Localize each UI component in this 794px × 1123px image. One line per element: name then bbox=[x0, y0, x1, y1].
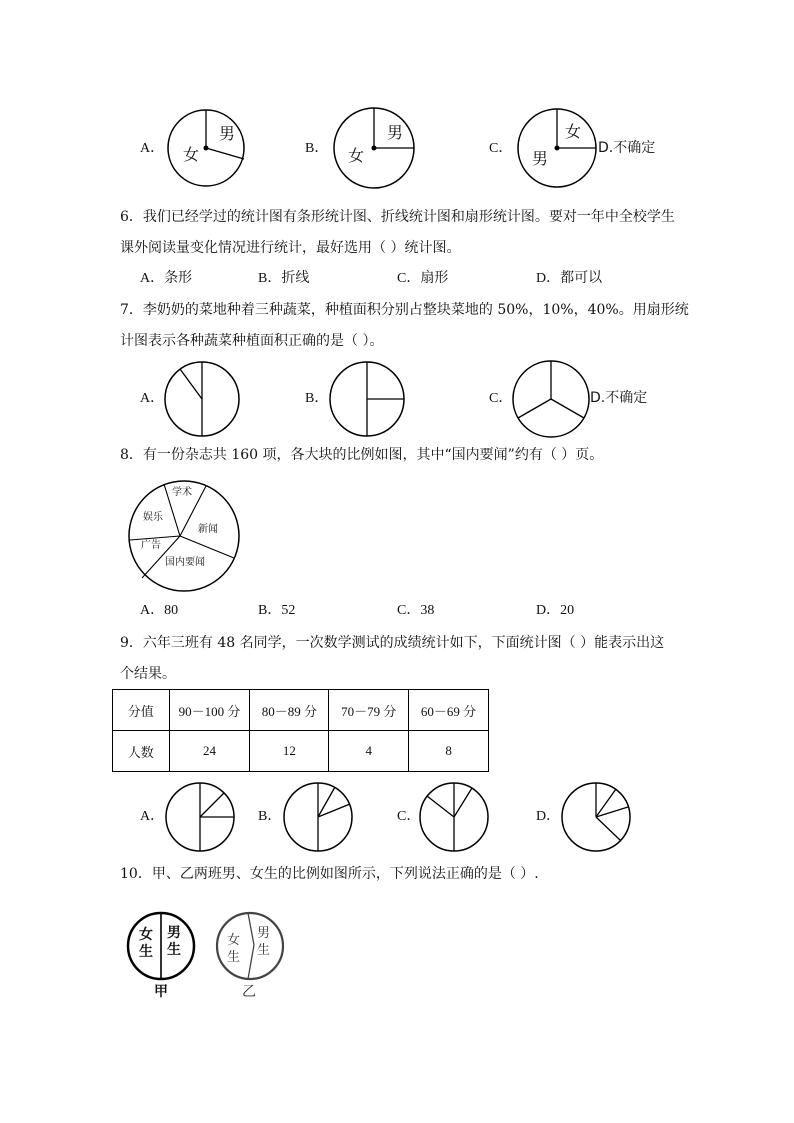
q9-option-d-letter[interactable]: D． bbox=[536, 809, 561, 824]
q5-option-c-letter[interactable]: C． bbox=[489, 141, 513, 156]
q5-c-female-label: 女 bbox=[565, 122, 582, 141]
q10-yi-caption: 乙 bbox=[242, 984, 256, 1000]
q5-option-d-label[interactable]: D.不确定 bbox=[598, 140, 656, 156]
q10-jia-pie bbox=[125, 911, 197, 981]
q5-option-b-letter[interactable]: B． bbox=[305, 141, 329, 156]
table-header-cell: 60－69 分 bbox=[409, 690, 489, 731]
q10-jia-male-label: 男生 bbox=[167, 925, 181, 958]
q5-option-c-pie[interactable] bbox=[515, 107, 599, 189]
q10-yi-male-label: 男生 bbox=[257, 926, 271, 958]
q9-stem-line2: 个结果。 bbox=[120, 666, 176, 682]
q7-option-b-letter[interactable]: B． bbox=[305, 391, 329, 406]
q7-option-d-label[interactable]: D.不确定 bbox=[590, 390, 648, 406]
table-header-cell: 分值 bbox=[113, 690, 170, 731]
q8-option-c[interactable]: C．38 bbox=[397, 603, 435, 618]
q10-jia-female-label: 女生 bbox=[139, 927, 153, 960]
q8-sector-label-xinwen: 新闻 bbox=[198, 524, 218, 535]
q5-a-male-label: 男 bbox=[219, 124, 236, 143]
table-header-cell: 90－100 分 bbox=[169, 690, 250, 731]
q7-option-a-letter[interactable]: A． bbox=[140, 391, 165, 406]
q5-option-b-pie[interactable] bbox=[331, 107, 417, 189]
q8-option-b[interactable]: B．52 bbox=[258, 603, 296, 618]
q6-stem-line1: 6．我们已经学过的统计图有条形统计图、折线统计图和扇形统计图。要对一年中全校学生 bbox=[120, 209, 675, 225]
q7-stem-line2: 计图表示各种蔬菜种植面积正确的是（ ）。 bbox=[120, 333, 384, 349]
q8-sector-label-xueshu: 学术 bbox=[172, 487, 192, 498]
q7-option-c-letter[interactable]: C． bbox=[489, 391, 513, 406]
q9-option-d-pie[interactable] bbox=[560, 782, 632, 852]
q9-score-table bbox=[112, 689, 489, 772]
q9-option-b-pie[interactable] bbox=[282, 782, 354, 852]
q6-option-b[interactable]: B．折线 bbox=[258, 271, 310, 286]
q6-option-d[interactable]: D．都可以 bbox=[536, 271, 603, 286]
q7-stem-line1: 7．李奶奶的菜地种着三种蔬菜，种植面积分别占整块菜地的 50%，10%，40%。用扇形统 bbox=[120, 302, 689, 318]
q5-b-male-label: 男 bbox=[387, 123, 404, 142]
q6-stem-line2: 课外阅读量变化情况进行统计，最好选用（ ）统计图。 bbox=[120, 240, 461, 256]
table-cell: 12 bbox=[250, 731, 329, 772]
q5-option-a-letter[interactable]: A． bbox=[140, 141, 165, 156]
q9-option-a-pie[interactable] bbox=[164, 782, 236, 852]
q9-option-b-letter[interactable]: B． bbox=[258, 809, 282, 824]
q8-option-a[interactable]: A．80 bbox=[140, 603, 179, 618]
q8-sector-label-yule: 娱乐 bbox=[143, 512, 163, 523]
table-header-cell: 80－89 分 bbox=[250, 690, 329, 731]
q7-option-a-pie[interactable] bbox=[163, 360, 241, 438]
q10-stem-line1: 10．甲、乙两班男、女生的比例如图所示，下列说法正确的是（ ）. bbox=[120, 866, 539, 882]
q6-option-a[interactable]: A．条形 bbox=[140, 271, 193, 286]
q10-yi-female-label: 女生 bbox=[227, 933, 241, 965]
q8-stem-line1: 8．有一份杂志共 160 项，各大块的比例如图，其中“国内要闻”约有（ ）页。 bbox=[120, 447, 604, 463]
q9-stem-line1: 9．六年三班有 48 名同学，一次数学测试的成绩统计如下，下面统计图（ ）能表示出这 bbox=[120, 635, 665, 651]
table-cell: 4 bbox=[329, 731, 409, 772]
q5-b-female-label: 女 bbox=[348, 146, 365, 165]
q9-option-c-letter[interactable]: C． bbox=[397, 809, 421, 824]
q8-sector-label-guonei: 国内要闻 bbox=[165, 557, 205, 568]
table-row bbox=[113, 731, 489, 772]
table-cell: 24 bbox=[169, 731, 250, 772]
table-cell: 人数 bbox=[113, 731, 170, 772]
q5-c-male-label: 男 bbox=[532, 149, 549, 168]
q7-option-b-pie[interactable] bbox=[327, 360, 407, 438]
q10-jia-caption: 甲 bbox=[154, 984, 168, 1000]
table-header-cell: 70－79 分 bbox=[329, 690, 409, 731]
q10-yi-pie bbox=[214, 911, 286, 981]
q9-option-a-letter[interactable]: A． bbox=[140, 809, 165, 824]
q8-option-d[interactable]: D．20 bbox=[536, 603, 575, 618]
q7-option-c-pie[interactable] bbox=[510, 359, 592, 439]
table-row bbox=[113, 690, 489, 731]
table-cell: 8 bbox=[409, 731, 489, 772]
q5-a-female-label: 女 bbox=[183, 145, 200, 164]
q8-sector-label-guanggao: 广告 bbox=[141, 540, 161, 551]
q6-option-c[interactable]: C．扇形 bbox=[397, 271, 449, 286]
q5-option-a-pie[interactable] bbox=[165, 108, 247, 188]
q9-option-c-pie[interactable] bbox=[418, 782, 490, 852]
